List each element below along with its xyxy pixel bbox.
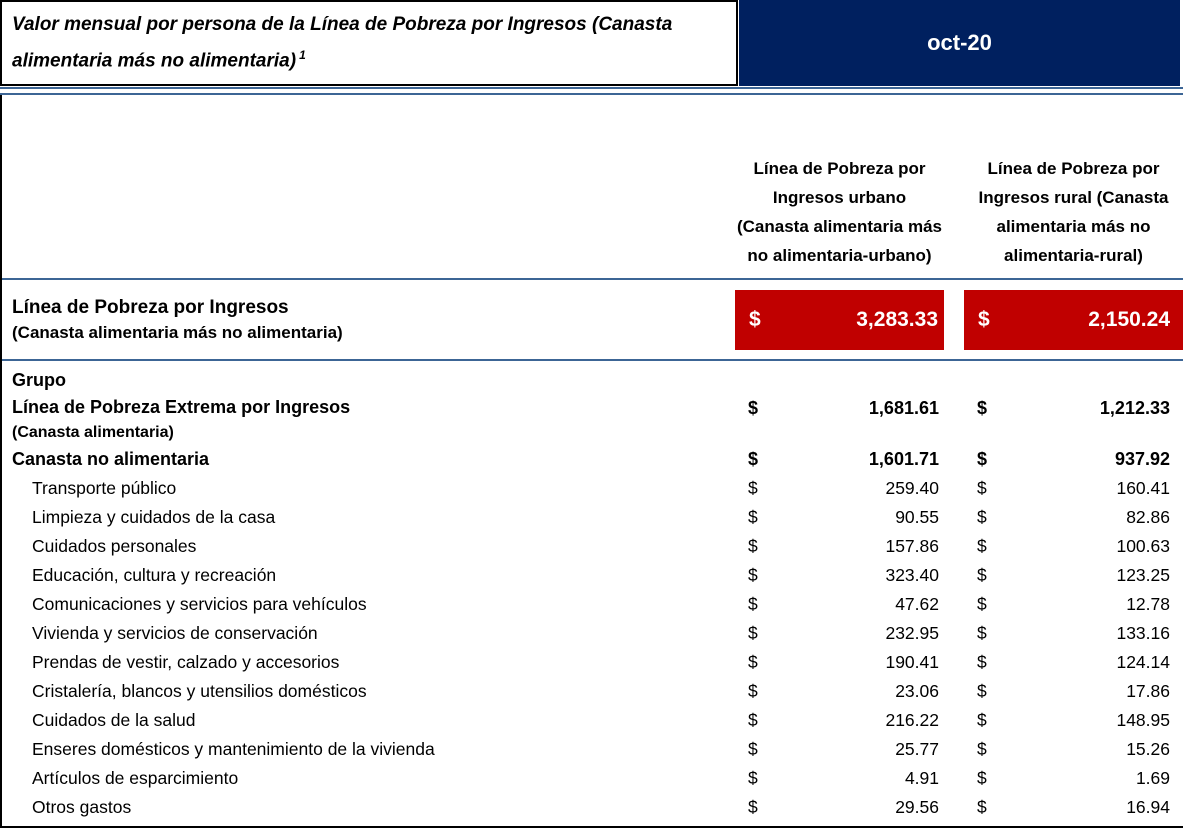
row-rural-value: 1.69 bbox=[1135, 767, 1170, 788]
row-urban-value: 47.62 bbox=[895, 593, 939, 614]
currency-symbol: $ bbox=[748, 738, 758, 759]
row-urban-value: 23.06 bbox=[895, 680, 939, 701]
row-urban-value: 232.95 bbox=[885, 622, 939, 643]
row-rural-value: 82.86 bbox=[1126, 506, 1170, 527]
row-label: Enseres domésticos y mantenimiento de la vivienda bbox=[32, 738, 435, 759]
row-label: Otros gastos bbox=[32, 796, 132, 817]
currency-symbol: $ bbox=[977, 535, 987, 556]
currency-symbol: $ bbox=[748, 680, 758, 701]
total-urban-value: 3,283.33 bbox=[856, 307, 938, 331]
row-rural-cell bbox=[964, 619, 1183, 647]
row-urban-cell bbox=[735, 706, 944, 734]
currency-symbol: $ bbox=[748, 709, 758, 730]
total-urban-cell bbox=[735, 290, 944, 350]
currency-symbol: $ bbox=[748, 448, 759, 469]
currency-symbol: $ bbox=[748, 535, 758, 556]
currency-symbol: $ bbox=[977, 448, 988, 469]
currency-symbol: $ bbox=[748, 477, 758, 498]
total-rural-cell bbox=[964, 290, 1183, 350]
table-row bbox=[2, 792, 1183, 821]
row-urban-value: 157.86 bbox=[885, 535, 939, 556]
period-header bbox=[739, 0, 1180, 86]
row-label: Vivienda y servicios de conservación bbox=[32, 622, 318, 643]
table-row bbox=[2, 734, 1183, 763]
table-row bbox=[2, 531, 1183, 560]
row-label: Limpieza y cuidados de la casa bbox=[32, 506, 276, 527]
currency-symbol: $ bbox=[748, 593, 758, 614]
header-divider bbox=[0, 87, 1183, 95]
row-rural-cell bbox=[964, 445, 1183, 473]
currency-symbol: $ bbox=[977, 738, 987, 759]
currency-symbol: $ bbox=[977, 796, 987, 817]
table-row bbox=[2, 676, 1183, 705]
currency-symbol: $ bbox=[977, 709, 987, 730]
column-header-row bbox=[2, 95, 1183, 278]
row-label: Línea de Pobreza Extrema por Ingresos (Canasta alimentaria) bbox=[12, 397, 351, 441]
row-urban-cell bbox=[735, 445, 944, 473]
row-rural-cell bbox=[964, 677, 1183, 705]
row-urban-value: 1,601.71 bbox=[868, 448, 939, 469]
row-urban-cell bbox=[735, 393, 944, 422]
row-urban-cell bbox=[735, 619, 944, 647]
row-label: Educación, cultura y recreación bbox=[32, 564, 277, 585]
group-heading: Grupo bbox=[12, 370, 66, 390]
currency-symbol: $ bbox=[977, 593, 987, 614]
row-urban-cell bbox=[735, 532, 944, 560]
row-urban-cell bbox=[735, 474, 944, 502]
currency-symbol: $ bbox=[748, 651, 758, 672]
currency-symbol: $ bbox=[748, 398, 759, 418]
row-urban-value: 25.77 bbox=[895, 738, 939, 759]
row-urban-cell bbox=[735, 648, 944, 676]
row-urban-value: 216.22 bbox=[885, 709, 939, 730]
row-rural-value: 160.41 bbox=[1116, 477, 1170, 498]
row-urban-value: 90.55 bbox=[895, 506, 939, 527]
row-label: Cuidados personales bbox=[32, 535, 197, 556]
row-urban-value: 4.91 bbox=[904, 767, 939, 788]
row-rural-value: 124.14 bbox=[1116, 651, 1170, 672]
row-rural-value: 1,212.33 bbox=[1099, 398, 1170, 418]
table-row bbox=[2, 560, 1183, 589]
table-row bbox=[2, 393, 1183, 444]
header-band bbox=[0, 0, 1183, 86]
row-label: Prendas de vestir, calzado y accesorios bbox=[32, 651, 340, 672]
row-rural-cell bbox=[964, 793, 1183, 821]
row-urban-cell bbox=[735, 503, 944, 531]
row-rural-value: 15.26 bbox=[1126, 738, 1170, 759]
currency-symbol: $ bbox=[748, 796, 758, 817]
row-rural-cell bbox=[964, 561, 1183, 589]
row-rural-cell bbox=[964, 474, 1183, 502]
row-label: Transporte público bbox=[32, 477, 177, 498]
currency-symbol: $ bbox=[977, 680, 987, 701]
currency-symbol: $ bbox=[749, 307, 761, 331]
row-label: Cuidados de la salud bbox=[32, 709, 196, 730]
footnote-marker: 1 bbox=[299, 48, 306, 62]
table-row bbox=[2, 705, 1183, 734]
group-rows bbox=[2, 393, 1183, 821]
row-urban-value: 29.56 bbox=[895, 796, 939, 817]
total-row-label-line1: Línea de Pobreza por Ingresos bbox=[12, 297, 289, 318]
row-rural-cell bbox=[964, 393, 1183, 422]
table-title-text: Valor mensual por persona de la Línea de Pobreza por Ingresos (Canasta alimentaria más no alimentaria) bbox=[12, 14, 673, 72]
row-rural-value: 17.86 bbox=[1126, 680, 1170, 701]
currency-symbol: $ bbox=[977, 622, 987, 643]
table-title bbox=[0, 0, 738, 86]
currency-symbol: $ bbox=[977, 651, 987, 672]
currency-symbol: $ bbox=[748, 622, 758, 643]
table-row bbox=[2, 473, 1183, 502]
currency-symbol: $ bbox=[977, 477, 987, 498]
currency-symbol: $ bbox=[978, 307, 990, 331]
total-row-label-line2: (Canasta alimentaria más no alimentaria) bbox=[12, 323, 343, 342]
table-body bbox=[0, 95, 1183, 828]
row-urban-value: 323.40 bbox=[885, 564, 939, 585]
row-rural-value: 16.94 bbox=[1126, 796, 1170, 817]
row-rural-cell bbox=[964, 503, 1183, 531]
row-urban-cell bbox=[735, 677, 944, 705]
row-urban-cell bbox=[735, 764, 944, 792]
currency-symbol: $ bbox=[748, 506, 758, 527]
total-row-label bbox=[2, 294, 735, 345]
row-rural-cell bbox=[964, 764, 1183, 792]
row-rural-cell bbox=[964, 735, 1183, 763]
row-label: Comunicaciones y servicios para vehículos bbox=[32, 593, 367, 614]
table-row bbox=[2, 502, 1183, 531]
row-urban-value: 190.41 bbox=[885, 651, 939, 672]
row-urban-cell bbox=[735, 561, 944, 589]
period-label: oct-20 bbox=[927, 30, 992, 55]
table-row bbox=[2, 647, 1183, 676]
row-rural-value: 123.25 bbox=[1116, 564, 1170, 585]
row-rural-value: 133.16 bbox=[1116, 622, 1170, 643]
currency-symbol: $ bbox=[748, 564, 758, 585]
column-header-urban: Línea de Pobreza por Ingresos urbano (Canasta alimentaria más no alimentaria-urbano) bbox=[736, 159, 943, 265]
row-urban-value: 1,681.61 bbox=[868, 398, 939, 418]
row-urban-cell bbox=[735, 590, 944, 618]
row-rural-cell bbox=[964, 706, 1183, 734]
table-row bbox=[2, 618, 1183, 647]
currency-symbol: $ bbox=[977, 767, 987, 788]
column-header-rural: Línea de Pobreza por Ingresos rural (Canasta alimentaria más no alimentaria-rural) bbox=[978, 159, 1169, 265]
currency-symbol: $ bbox=[748, 767, 758, 788]
row-rural-cell bbox=[964, 648, 1183, 676]
row-label: Canasta no alimentaria bbox=[12, 448, 210, 469]
row-urban-cell bbox=[735, 793, 944, 821]
total-row bbox=[2, 280, 1183, 359]
row-label: Cristalería, blancos y utensilios domésticos bbox=[32, 680, 367, 701]
row-urban-cell bbox=[735, 735, 944, 763]
row-rural-cell bbox=[964, 590, 1183, 618]
row-rural-cell bbox=[964, 532, 1183, 560]
total-rural-value: 2,150.24 bbox=[1088, 307, 1170, 331]
row-rural-value: 100.63 bbox=[1116, 535, 1170, 556]
table-row bbox=[2, 444, 1183, 473]
row-rural-value: 12.78 bbox=[1126, 593, 1170, 614]
currency-symbol: $ bbox=[977, 506, 987, 527]
table-row bbox=[2, 763, 1183, 792]
currency-symbol: $ bbox=[977, 564, 987, 585]
table-row bbox=[2, 589, 1183, 618]
row-rural-value: 148.95 bbox=[1116, 709, 1170, 730]
row-rural-value: 937.92 bbox=[1114, 448, 1170, 469]
currency-symbol: $ bbox=[977, 398, 988, 418]
row-urban-value: 259.40 bbox=[885, 477, 939, 498]
row-label: Artículos de esparcimiento bbox=[32, 767, 239, 788]
